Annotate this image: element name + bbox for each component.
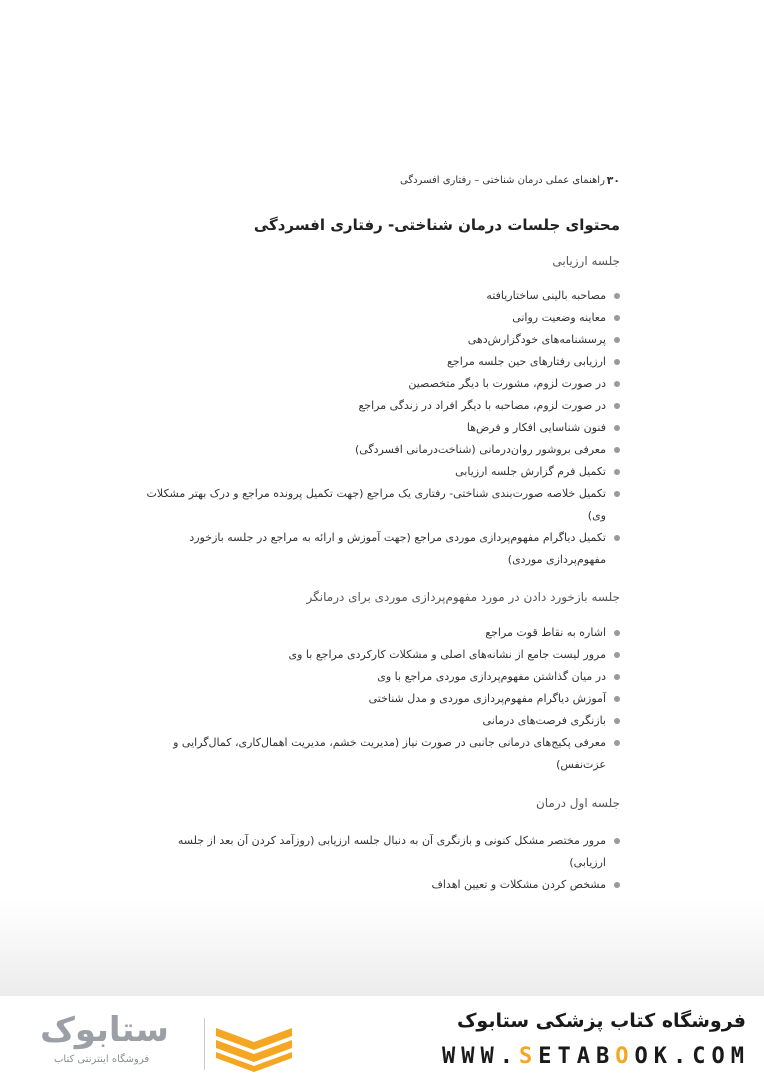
url-accent: O xyxy=(615,1044,635,1069)
list-item: آموزش دیاگرام مفهوم‌پردازی موردی و مدل شناختی xyxy=(140,688,620,710)
store-footer xyxy=(0,996,764,1080)
list-item: پرسشنامه‌های خودگزارش‌دهی xyxy=(140,329,620,351)
store-logo-wordmark: ستابوک xyxy=(40,1010,169,1050)
store-logo-tagline: فروشگاه اینترنتی کتاب xyxy=(54,1054,150,1065)
section-title-assessment: جلسه ارزیابی xyxy=(552,254,620,268)
list-item: تکمیل دیاگرام مفهوم‌پردازی موردی مراجع (جهت آموزش و ارائه به مراجع در جلسه بازخورد مفهوم‌پردازی موردی) xyxy=(140,527,620,571)
list-item: در میان گذاشتن مفهوم‌پردازی موردی مراجع با وی xyxy=(140,666,620,688)
section-first-session xyxy=(140,830,620,896)
list-item: مصاحبه بالینی ساختاریافته xyxy=(140,285,620,307)
bullet-list xyxy=(140,285,620,571)
list-item: مرور لیست جامع از نشانه‌های اصلی و مشکلات کارکردی مراجع با وی xyxy=(140,644,620,666)
list-item: اشاره به نقاط قوت مراجع xyxy=(140,622,620,644)
section-title-first-session: جلسه اول درمان xyxy=(535,796,620,810)
list-item: تکمیل خلاصه صورت‌بندی شناختی- رفتاری یک مراجع (جهت تکمیل پرونده مراجع و درک بهتر مشکلات وی) xyxy=(140,483,620,527)
list-item: معاینه وضعیت روانی xyxy=(140,307,620,329)
store-name: فروشگاه کتاب پزشکی ستابوک xyxy=(456,1010,746,1032)
bullet-list xyxy=(140,622,620,776)
logo-divider xyxy=(204,1018,205,1070)
section-title-feedback: جلسه بازخورد دادن در مورد مفهوم‌پردازی موردی برای درمانگر xyxy=(306,590,620,604)
list-item: مرور مختصر مشکل کنونی و بازنگری آن به دنبال جلسه ارزیابی (روزآمد کردن آن بعد از جلسه ارزیابی) xyxy=(140,830,620,874)
url-rest: OK.COM xyxy=(634,1044,750,1069)
url-prefix: WWW. xyxy=(442,1044,520,1069)
running-header xyxy=(400,174,620,187)
url-middle: ETAB xyxy=(538,1044,616,1069)
list-item: در صورت لزوم، مصاحبه با دیگر افراد در زندگی مراجع xyxy=(140,395,620,417)
list-item: معرفی بروشور روان‌درمانی (شناخت‌درمانی افسردگی) xyxy=(140,439,620,461)
list-item: در صورت لزوم، مشورت با دیگر متخصصین xyxy=(140,373,620,395)
list-item: فنون شناسایی افکار و فرض‌ها xyxy=(140,417,620,439)
list-item: معرفی پکیج‌های درمانی جانبی در صورت نیاز (مدیریت خشم، مدیریت اهمال‌کاری، کمال‌گرایی و عزت‌نفس) xyxy=(140,732,620,776)
page-number: ۳۰ xyxy=(606,174,620,187)
chapter-title: محتوای جلسات درمان شناختی- رفتاری افسردگی xyxy=(253,216,620,234)
section-assessment xyxy=(140,285,620,571)
running-title: راهنمای عملی درمان شناختی – رفتاری افسردگی xyxy=(400,175,605,186)
store-url[interactable] xyxy=(442,1044,750,1069)
list-item: مشخص کردن مشکلات و تعیین اهداف xyxy=(140,874,620,896)
list-item: بازنگری فرصت‌های درمانی xyxy=(140,710,620,732)
url-accent: S xyxy=(519,1044,539,1069)
list-item: ارزیابی رفتارهای حین جلسه مراجع xyxy=(140,351,620,373)
list-item: تکمیل فرم گزارش جلسه ارزیابی xyxy=(140,461,620,483)
bullet-list xyxy=(140,830,620,896)
book-stack-icon xyxy=(214,1018,294,1072)
section-feedback xyxy=(140,622,620,776)
